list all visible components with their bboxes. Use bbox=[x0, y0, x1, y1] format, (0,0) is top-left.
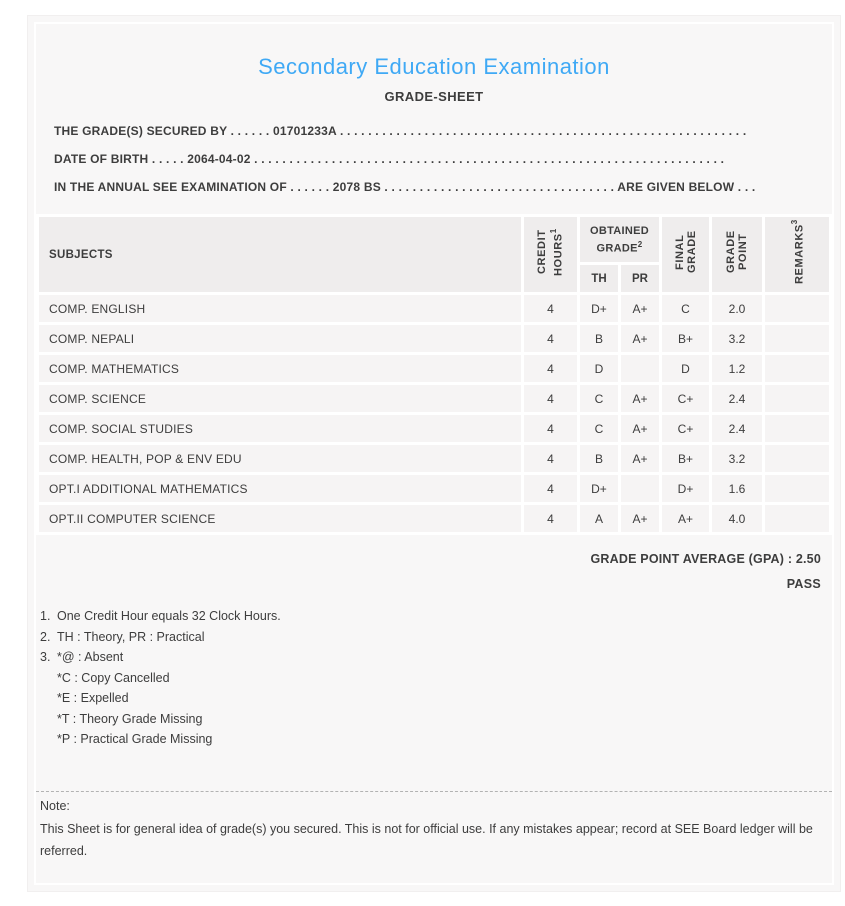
cell-final: A+ bbox=[662, 505, 709, 532]
cell-th: D bbox=[580, 355, 618, 382]
gpa-value-line: GRADE POINT AVERAGE (GPA) : 2.50 bbox=[590, 552, 821, 566]
cell-th: C bbox=[580, 415, 618, 442]
cell-final: C bbox=[662, 295, 709, 322]
cell-pr: A+ bbox=[621, 325, 659, 352]
table-row bbox=[39, 415, 829, 442]
credit-hours-rotated-label bbox=[536, 227, 565, 277]
summary-section bbox=[36, 552, 832, 591]
cell-subject: OPT.II COMPUTER SCIENCE bbox=[39, 505, 521, 532]
page-subtitle: GRADE-SHEET bbox=[384, 89, 484, 104]
table-row bbox=[39, 385, 829, 412]
cell-pr: A+ bbox=[621, 415, 659, 442]
cell-credit: 4 bbox=[524, 445, 577, 472]
cell-final: C+ bbox=[662, 385, 709, 412]
table-row bbox=[39, 355, 829, 382]
remarks-text: REMARKS bbox=[793, 224, 806, 285]
info-line-date-of-birth: DATE OF BIRTH . . . . . 2064-04-02 . . . . . . . . . . . . . . . . . . . . . . . . . . . . . . . . . . . . . . . . . . . . . . . . . . . . . . . . . . . . . . . . . . . bbox=[54, 152, 725, 166]
cell-pr: A+ bbox=[621, 295, 659, 322]
gradesheet-panel bbox=[27, 15, 841, 892]
cell-credit: 4 bbox=[524, 325, 577, 352]
cell-gp: 4.0 bbox=[712, 505, 762, 532]
table-row bbox=[39, 295, 829, 322]
cell-gp: 2.0 bbox=[712, 295, 762, 322]
cell-remarks bbox=[765, 505, 829, 532]
table-row bbox=[39, 475, 829, 502]
cell-th: A bbox=[580, 505, 618, 532]
cell-remarks bbox=[765, 415, 829, 442]
obtained-grade-footnote-ref: 2 bbox=[637, 239, 643, 249]
cell-remarks bbox=[765, 475, 829, 502]
cell-subject: COMP. SOCIAL STUDIES bbox=[39, 415, 521, 442]
cell-gp: 3.2 bbox=[712, 445, 762, 472]
grade-point-rotated-label: GRADE POINT bbox=[725, 230, 749, 274]
cell-pr: A+ bbox=[621, 505, 659, 532]
info-line-examination-of: IN THE ANNUAL SEE EXAMINATION OF . . . . . . 2078 BS . . . . . . . . . . . . . . . . . . . . . . . . . . . . . . . . . ARE GIVEN BELOW . . . bbox=[54, 180, 756, 194]
footnote-item bbox=[40, 627, 832, 648]
note-section bbox=[36, 792, 832, 862]
footnote-item bbox=[40, 647, 832, 668]
cell-remarks bbox=[765, 295, 829, 322]
footnote-sub-item: *E : Expelled bbox=[57, 691, 129, 705]
result-status: PASS bbox=[786, 577, 821, 591]
footnote-marker: 2. bbox=[40, 629, 51, 644]
cell-th: B bbox=[580, 325, 618, 352]
gradesheet-card bbox=[34, 22, 834, 885]
footnote-sub-item: *P : Practical Grade Missing bbox=[57, 732, 213, 746]
cell-pr bbox=[621, 355, 659, 382]
cell-gp: 2.4 bbox=[712, 415, 762, 442]
cell-subject: COMP. MATHEMATICS bbox=[39, 355, 521, 382]
note-label: Note: bbox=[40, 798, 70, 813]
grade-table-body bbox=[39, 295, 829, 532]
column-header-credit-hours bbox=[524, 217, 577, 292]
table-row bbox=[39, 505, 829, 532]
note-text: This Sheet is for general idea of grade(s) you secured. This is not for official use. If any mistakes appear; record at SEE Board ledger will be referred. bbox=[40, 821, 813, 858]
student-info bbox=[36, 117, 832, 201]
column-header-obtained-grade bbox=[580, 217, 659, 262]
cell-th: D+ bbox=[580, 295, 618, 322]
footnotes-section bbox=[36, 606, 832, 750]
cell-credit: 4 bbox=[524, 295, 577, 322]
cell-final: C+ bbox=[662, 415, 709, 442]
info-line-grades-secured-by: THE GRADE(S) SECURED BY . . . . . . 01701233A . . . . . . . . . . . . . . . . . . . . . . . . . . . . . . . . . . . . . . . . . . . . . . . . . . . . . . . . . . bbox=[54, 124, 747, 138]
cell-final: B+ bbox=[662, 325, 709, 352]
cell-pr: A+ bbox=[621, 385, 659, 412]
column-header-remarks bbox=[765, 217, 829, 292]
cell-credit: 4 bbox=[524, 505, 577, 532]
column-header-final-grade bbox=[662, 217, 709, 292]
grade-table-header bbox=[39, 217, 829, 292]
footnote-marker: 1. bbox=[40, 609, 51, 623]
cell-credit: 4 bbox=[524, 415, 577, 442]
cell-subject: COMP. HEALTH, POP & ENV EDU bbox=[39, 445, 521, 472]
cell-credit: 4 bbox=[524, 355, 577, 382]
remarks-footnote-ref: 3 bbox=[789, 219, 799, 225]
cell-gp: 1.6 bbox=[712, 475, 762, 502]
cell-th: C bbox=[580, 385, 618, 412]
cell-credit: 4 bbox=[524, 475, 577, 502]
remarks-rotated-label bbox=[789, 219, 806, 285]
cell-final: B+ bbox=[662, 445, 709, 472]
cell-subject: COMP. NEPALI bbox=[39, 325, 521, 352]
credit-hours-text: CREDIT HOURS bbox=[536, 229, 565, 276]
footnote-marker: 3. bbox=[40, 650, 51, 664]
obtained-grade-text: OBTAINED GRADE bbox=[589, 224, 649, 255]
cell-gp: 2.4 bbox=[712, 385, 762, 412]
cell-pr: A+ bbox=[621, 445, 659, 472]
cell-final: D bbox=[662, 355, 709, 382]
cell-remarks bbox=[765, 385, 829, 412]
footnote-item bbox=[40, 606, 832, 627]
cell-subject: OPT.I ADDITIONAL MATHEMATICS bbox=[39, 475, 521, 502]
cell-remarks bbox=[765, 445, 829, 472]
final-grade-rotated-label: FINAL GRADE bbox=[673, 230, 698, 274]
column-header-th: TH bbox=[580, 265, 618, 292]
footnote-text: *@ : Absent bbox=[57, 650, 124, 664]
cell-gp: 1.2 bbox=[712, 355, 762, 382]
footnote-sub-item: *C : Copy Cancelled bbox=[57, 670, 170, 685]
cell-remarks bbox=[765, 355, 829, 382]
cell-th: B bbox=[580, 445, 618, 472]
footnote-text: One Credit Hour equals 32 Clock Hours. bbox=[57, 609, 281, 623]
cell-pr bbox=[621, 475, 659, 502]
column-header-subjects: SUBJECTS bbox=[39, 217, 521, 292]
footnote-text: TH : Theory, PR : Practical bbox=[57, 629, 205, 644]
table-row bbox=[39, 445, 829, 472]
grade-table bbox=[36, 214, 832, 535]
cell-gp: 3.2 bbox=[712, 325, 762, 352]
column-header-grade-point bbox=[712, 217, 762, 292]
column-header-pr: PR bbox=[621, 265, 659, 292]
page-title: Secondary Education Examination bbox=[258, 54, 610, 79]
credit-hours-footnote-ref: 1 bbox=[549, 228, 559, 234]
cell-final: D+ bbox=[662, 475, 709, 502]
cell-subject: COMP. SCIENCE bbox=[39, 385, 521, 412]
cell-th: D+ bbox=[580, 475, 618, 502]
footnote-sub-item: *T : Theory Grade Missing bbox=[57, 711, 203, 726]
cell-subject: COMP. ENGLISH bbox=[39, 295, 521, 322]
table-row bbox=[39, 325, 829, 352]
cell-remarks bbox=[765, 325, 829, 352]
cell-credit: 4 bbox=[524, 385, 577, 412]
